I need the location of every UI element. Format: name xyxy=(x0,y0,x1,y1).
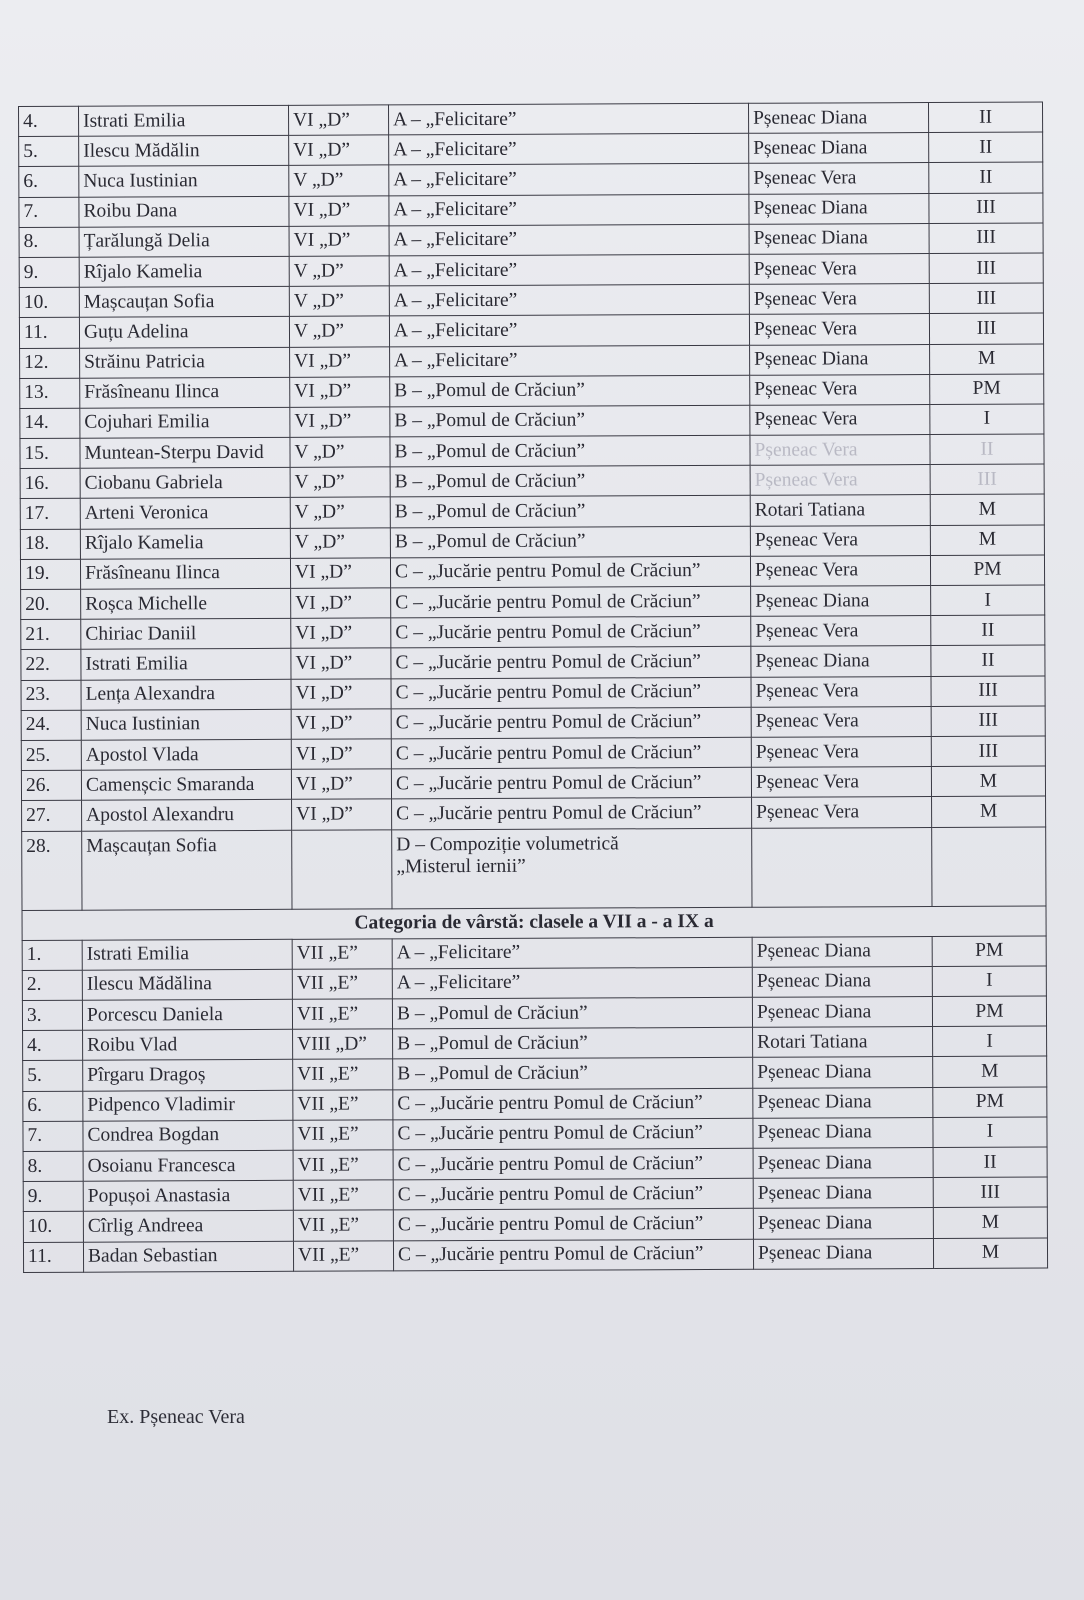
table-row xyxy=(20,464,1044,499)
table-row xyxy=(19,223,1043,258)
teacher-name: Pșeneac Diana xyxy=(753,1148,933,1179)
student-name: Condrea Bogdan xyxy=(83,1120,293,1151)
student-class: V „D” xyxy=(289,256,389,287)
table-row xyxy=(23,1147,1047,1182)
prize: PM xyxy=(932,936,1046,967)
contest-category: A – „Felicitare” xyxy=(392,967,752,999)
teacher-name: Pșeneac Diana xyxy=(748,103,928,134)
results-table xyxy=(18,102,1048,1273)
student-name: Străinu Patricia xyxy=(80,347,290,378)
contest-category: C – „Jucărie pentru Pomul de Crăciun” xyxy=(391,677,751,709)
table-row xyxy=(21,585,1045,620)
contest-category: C – „Jucărie pentru Pomul de Crăciun” xyxy=(390,556,750,588)
student-class: VI „D” xyxy=(289,195,389,226)
prize: III xyxy=(931,706,1045,737)
prize: III xyxy=(929,193,1043,224)
row-number: 6. xyxy=(23,1091,83,1121)
contest-category: A – „Felicitare” xyxy=(389,254,749,286)
row-number: 12. xyxy=(20,348,80,378)
student-name: Chiriac Daniil xyxy=(81,619,291,650)
student-name: Istrati Emilia xyxy=(81,649,291,680)
row-number: 16. xyxy=(20,468,80,498)
student-class: V „D” xyxy=(290,437,390,468)
row-number: 21. xyxy=(21,619,81,649)
student-name: Roibu Dana xyxy=(79,196,289,227)
contest-category: A – „Felicitare” xyxy=(389,194,749,226)
teacher-name: Pșeneac Diana xyxy=(752,936,932,967)
table-row xyxy=(23,1026,1047,1061)
student-name: Apostol Vlada xyxy=(81,739,291,770)
row-number: 26. xyxy=(21,770,81,800)
student-class: V „D” xyxy=(289,286,389,317)
row-number: 9. xyxy=(23,1181,83,1211)
teacher-name: Pșeneac Vera xyxy=(750,525,930,556)
teacher-name: Pșeneac Vera xyxy=(751,767,931,798)
student-class: VI „D” xyxy=(290,346,390,377)
table-row xyxy=(19,132,1043,167)
contest-category: B – „Pomul de Crăciun” xyxy=(390,526,750,558)
table-row xyxy=(20,555,1044,590)
results-part2 xyxy=(22,936,1047,1273)
student-class: VIII „D” xyxy=(293,1029,393,1060)
contest-category: B – „Pomul de Crăciun” xyxy=(390,405,750,437)
contest-category: A – „Felicitare” xyxy=(389,284,749,316)
student-class: VII „E” xyxy=(292,999,392,1030)
teacher-name: Pșeneac Diana xyxy=(752,997,932,1028)
contest-category xyxy=(392,828,752,909)
student-name: Pîrgaru Dragoș xyxy=(83,1060,293,1091)
row-number: 22. xyxy=(21,650,81,680)
student-class: VI „D” xyxy=(291,618,391,649)
contest-category: B – „Pomul de Crăciun” xyxy=(390,435,750,467)
prize: III xyxy=(929,253,1043,284)
table-row xyxy=(21,766,1045,801)
student-name: Osoianu Francesca xyxy=(83,1150,293,1181)
student-name: Roibu Vlad xyxy=(83,1030,293,1061)
prize: PM xyxy=(932,996,1046,1027)
teacher-name: Pșeneac Vera xyxy=(749,163,929,194)
student-name: Ciobanu Gabriela xyxy=(80,468,290,499)
row-number: 20. xyxy=(21,589,81,619)
prize: M xyxy=(930,494,1044,525)
student-name: Apostol Alexandru xyxy=(82,800,292,831)
prize: I xyxy=(930,404,1044,435)
student-class: VII „E” xyxy=(293,1150,393,1181)
table-row xyxy=(20,344,1044,379)
student-name: Camenșcic Smaranda xyxy=(81,769,291,800)
teacher-name: Pșeneac Diana xyxy=(749,193,929,224)
prize: I xyxy=(933,1117,1047,1148)
row-number: 11. xyxy=(23,1242,83,1272)
row-number: 25. xyxy=(21,740,81,770)
student-class: VI „D” xyxy=(291,709,391,740)
row-number: 2. xyxy=(22,970,82,1000)
student-name: Muntean-Sterpu David xyxy=(80,437,290,468)
student-name: Popușoi Anastasia xyxy=(83,1180,293,1211)
contest-category: C – „Jucărie pentru Pomul de Crăciun” xyxy=(393,1239,753,1271)
contest-category: C – „Jucărie pentru Pomul de Crăciun” xyxy=(393,1088,753,1120)
contest-category: C – „Jucărie pentru Pomul de Crăciun” xyxy=(391,767,751,799)
student-class: VII „E” xyxy=(293,1240,393,1271)
table-row xyxy=(22,796,1046,831)
contest-category: A – „Felicitare” xyxy=(392,937,752,969)
student-class: VI „D” xyxy=(291,648,391,679)
prize: M xyxy=(932,796,1046,827)
student-class xyxy=(292,829,392,908)
student-class: VI „D” xyxy=(291,678,391,709)
row-number: 18. xyxy=(20,529,80,559)
row-number: 15. xyxy=(20,438,80,468)
row-number: 24. xyxy=(21,710,81,740)
contest-category: B – „Pomul de Crăciun” xyxy=(390,375,750,407)
prize: III xyxy=(931,736,1045,767)
row-number: 4. xyxy=(23,1030,83,1060)
teacher-name: Rotari Tatiana xyxy=(750,495,930,526)
row-28-group xyxy=(22,827,1046,941)
student-name: Mașcauțan Sofia xyxy=(79,286,289,317)
student-class: VII „E” xyxy=(293,1120,393,1151)
table-row xyxy=(23,1056,1047,1091)
prize: M xyxy=(933,1207,1047,1238)
teacher-name: Pșeneac Diana xyxy=(752,966,932,997)
teacher-name: Pșeneac Vera xyxy=(750,465,930,496)
student-name: Țarălungă Delia xyxy=(79,226,289,257)
teacher-name: Pșeneac Vera xyxy=(751,616,931,647)
table-row xyxy=(21,676,1045,711)
prize: II xyxy=(928,102,1042,133)
table-row xyxy=(22,827,1046,910)
student-class: VII „E” xyxy=(293,1089,393,1120)
table-row xyxy=(23,1117,1047,1152)
student-name: Lența Alexandra xyxy=(81,679,291,710)
student-name: Frăsîneanu Ilinca xyxy=(80,377,290,408)
prize: M xyxy=(930,525,1044,556)
row-number: 17. xyxy=(20,499,80,529)
contest-category: A – „Felicitare” xyxy=(390,345,750,377)
contest-category: C – „Jucărie pentru Pomul de Crăciun” xyxy=(393,1148,753,1180)
teacher-name: Pșeneac Vera xyxy=(751,706,931,737)
row-number: 8. xyxy=(23,1151,83,1181)
table-row xyxy=(20,404,1044,439)
prize: II xyxy=(930,434,1044,465)
prize: I xyxy=(932,966,1046,997)
prize: II xyxy=(931,645,1045,676)
contest-category: B – „Pomul de Crăciun” xyxy=(390,496,750,528)
student-name: Arteni Veronica xyxy=(80,498,290,529)
prize: II xyxy=(929,132,1043,163)
row-number: 28. xyxy=(22,831,82,910)
student-name: Ilescu Mădălina xyxy=(82,969,292,1000)
table-row xyxy=(21,706,1045,741)
student-class: VI „D” xyxy=(289,226,389,257)
category-line-1: D – Compoziție volumetrică xyxy=(396,832,619,855)
student-class: VII „E” xyxy=(293,1059,393,1090)
section-heading: Categoria de vârstă: clasele a VII a - a IX a xyxy=(22,906,1046,941)
student-name: Istrati Emilia xyxy=(79,105,289,136)
row-number: 27. xyxy=(22,801,82,831)
teacher-name: Pșeneac Diana xyxy=(753,1117,933,1148)
prize: III xyxy=(930,464,1044,495)
teacher-name: Pșeneac Diana xyxy=(753,1087,933,1118)
student-name: Ilescu Mădălin xyxy=(79,136,289,167)
student-class: VII „E” xyxy=(293,1180,393,1211)
student-class: V „D” xyxy=(289,165,389,196)
contest-category: A – „Felicitare” xyxy=(389,133,749,165)
table-row xyxy=(23,1238,1047,1273)
prize: II xyxy=(933,1147,1047,1178)
student-name: Nuca Iustinian xyxy=(81,709,291,740)
table-row xyxy=(19,162,1043,197)
section-heading-row xyxy=(22,906,1046,941)
teacher-name: Pșeneac Diana xyxy=(753,1208,933,1239)
prize: III xyxy=(929,283,1043,314)
teacher-name: Pșeneac Vera xyxy=(751,676,931,707)
table-row xyxy=(23,1177,1047,1212)
table-row xyxy=(22,936,1046,971)
table-row xyxy=(19,313,1043,348)
table-row xyxy=(20,525,1044,560)
contest-category: C – „Jucărie pentru Pomul de Crăciun” xyxy=(391,586,751,618)
contest-category: A – „Felicitare” xyxy=(389,315,749,347)
row-number: 10. xyxy=(19,287,79,317)
prize: II xyxy=(931,615,1045,646)
contest-category: B – „Pomul de Crăciun” xyxy=(390,466,750,498)
table-row xyxy=(22,996,1046,1031)
student-class: V „D” xyxy=(290,528,390,559)
student-class: VI „D” xyxy=(290,377,390,408)
row-number: 10. xyxy=(23,1212,83,1242)
teacher-name: Pșeneac Diana xyxy=(753,1057,933,1088)
table-row xyxy=(20,374,1044,409)
student-class: VII „E” xyxy=(292,939,392,970)
student-name: Rîjalo Kamelia xyxy=(79,256,289,287)
student-class: VI „D” xyxy=(289,135,389,166)
teacher-name: Pșeneac Diana xyxy=(751,646,931,677)
prize: PM xyxy=(930,374,1044,405)
contest-category: A – „Felicitare” xyxy=(388,103,748,135)
row-number: 3. xyxy=(22,1000,82,1030)
table-row xyxy=(19,283,1043,318)
teacher-name: Pșeneac Vera xyxy=(751,736,931,767)
teacher-name: Pșeneac Vera xyxy=(750,404,930,435)
row-number: 5. xyxy=(23,1061,83,1091)
row-number: 14. xyxy=(20,408,80,438)
prize: II xyxy=(929,162,1043,193)
prize: M xyxy=(930,344,1044,375)
student-name: Mașcauțan Sofia xyxy=(82,830,292,910)
prize: I xyxy=(931,585,1045,616)
contest-category: B – „Pomul de Crăciun” xyxy=(393,1028,753,1060)
row-number: 6. xyxy=(19,167,79,197)
row-number: 8. xyxy=(19,227,79,257)
teacher-name: Pșeneac Vera xyxy=(750,374,930,405)
student-name: Guțu Adelina xyxy=(79,317,289,348)
student-class: V „D” xyxy=(289,316,389,347)
row-number: 9. xyxy=(19,257,79,287)
contest-category: B – „Pomul de Crăciun” xyxy=(392,997,752,1029)
student-class: V „D” xyxy=(290,497,390,528)
table-row xyxy=(23,1207,1047,1242)
teacher-name: Pșeneac Diana xyxy=(749,223,929,254)
student-name: Istrati Emilia xyxy=(82,939,292,970)
teacher-name: Pșeneac Vera xyxy=(750,555,930,586)
contest-category: C – „Jucărie pentru Pomul de Crăciun” xyxy=(392,798,752,830)
student-name: Frăsîneanu Ilinca xyxy=(80,558,290,589)
student-name: Nuca Iustinian xyxy=(79,166,289,197)
contest-category: A – „Felicitare” xyxy=(389,164,749,196)
contest-category: C – „Jucărie pentru Pomul de Crăciun” xyxy=(391,737,751,769)
teacher-name: Pșeneac Diana xyxy=(751,586,931,617)
table-row xyxy=(21,736,1045,771)
results-part1 xyxy=(19,102,1046,831)
prize: III xyxy=(931,676,1045,707)
student-name: Roșca Michelle xyxy=(81,588,291,619)
student-class: V „D” xyxy=(290,467,390,498)
teacher-name: Pșeneac Vera xyxy=(749,253,929,284)
student-class: VI „D” xyxy=(292,799,392,830)
row-number: 19. xyxy=(20,559,80,589)
row-number: 7. xyxy=(23,1121,83,1151)
contest-category: C – „Jucărie pentru Pomul de Crăciun” xyxy=(393,1178,753,1210)
student-class: VI „D” xyxy=(288,105,388,136)
student-name: Badan Sebastian xyxy=(83,1241,293,1272)
table-row xyxy=(19,253,1043,288)
teacher-name: Pșeneac Vera xyxy=(752,797,932,828)
contest-category: C – „Jucărie pentru Pomul de Crăciun” xyxy=(391,616,751,648)
teacher-name: Pșeneac Vera xyxy=(749,284,929,315)
student-class: VI „D” xyxy=(291,739,391,770)
category-line-2: „Misterul iernii” xyxy=(396,855,526,877)
row-number: 7. xyxy=(19,197,79,227)
student-name: Cojuhari Emilia xyxy=(80,407,290,438)
teacher-name: Pșeneac Vera xyxy=(750,435,930,466)
student-name: Cîrlig Andreea xyxy=(83,1211,293,1242)
row-number: 13. xyxy=(20,378,80,408)
table-row xyxy=(22,966,1046,1001)
student-name: Rîjalo Kamelia xyxy=(80,528,290,559)
prize: III xyxy=(929,313,1043,344)
table-row xyxy=(20,494,1044,529)
contest-category: C – „Jucărie pentru Pomul de Crăciun” xyxy=(393,1209,753,1241)
row-number: 1. xyxy=(22,940,82,970)
contest-category: A – „Felicitare” xyxy=(389,224,749,256)
row-number: 23. xyxy=(21,680,81,710)
student-class: VI „D” xyxy=(291,588,391,619)
teacher-name xyxy=(752,827,932,907)
student-class: VI „D” xyxy=(291,769,391,800)
table-row xyxy=(20,434,1044,469)
contest-category: B – „Pomul de Crăciun” xyxy=(393,1058,753,1090)
teacher-name: Pșeneac Diana xyxy=(753,1238,933,1269)
prize xyxy=(932,827,1046,906)
teacher-name: Pșeneac Vera xyxy=(749,314,929,345)
teacher-name: Rotari Tatiana xyxy=(753,1027,933,1058)
student-class: VII „E” xyxy=(292,969,392,1000)
prize: M xyxy=(933,1238,1047,1269)
prize: PM xyxy=(933,1087,1047,1118)
table-row xyxy=(21,615,1045,650)
student-class: VI „D” xyxy=(290,558,390,589)
teacher-name: Pșeneac Diana xyxy=(753,1178,933,1209)
teacher-name: Pșeneac Diana xyxy=(749,133,929,164)
row-number: 5. xyxy=(19,136,79,166)
table-row xyxy=(21,645,1045,680)
contest-category: C – „Jucărie pentru Pomul de Crăciun” xyxy=(391,707,751,739)
prize: III xyxy=(933,1177,1047,1208)
prize: I xyxy=(933,1026,1047,1057)
table-row xyxy=(19,193,1043,228)
signature-line: Ex. Pșeneac Vera xyxy=(107,1406,245,1428)
row-number: 11. xyxy=(19,318,79,348)
row-number: 4. xyxy=(19,106,79,136)
student-class: VI „D” xyxy=(290,407,390,438)
teacher-name: Pșeneac Diana xyxy=(750,344,930,375)
prize: PM xyxy=(930,555,1044,586)
table-row xyxy=(19,102,1043,137)
contest-category: C – „Jucărie pentru Pomul de Crăciun” xyxy=(391,647,751,679)
student-name: Pidpenco Vladimir xyxy=(83,1090,293,1121)
prize: III xyxy=(929,223,1043,254)
prize: M xyxy=(931,766,1045,797)
student-class: VII „E” xyxy=(293,1210,393,1241)
contest-category: C – „Jucărie pentru Pomul de Crăciun” xyxy=(393,1118,753,1150)
prize: M xyxy=(933,1056,1047,1087)
student-name: Porcescu Daniela xyxy=(82,999,292,1030)
table-row xyxy=(23,1087,1047,1122)
